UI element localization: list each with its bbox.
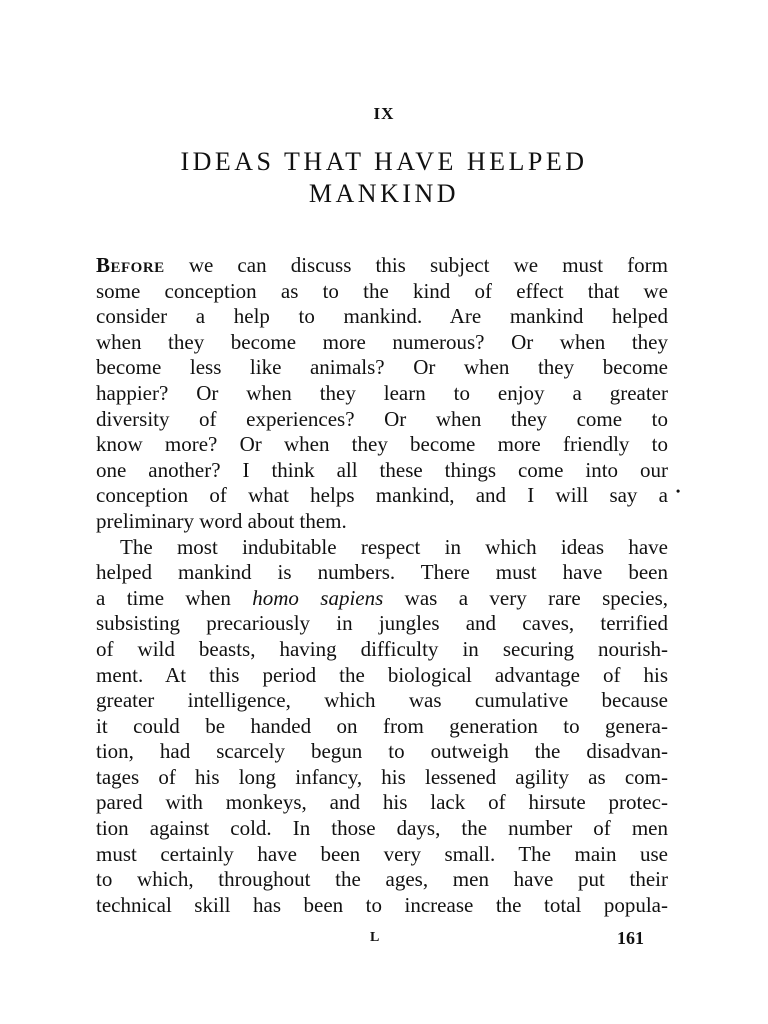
text-line: consider a help to mankind. Are mankind helped (96, 304, 668, 329)
chapter-title-line-2: MANKIND (308, 179, 460, 208)
text-line: some conception as to the kind of effect that we (96, 278, 668, 303)
text-line: tion against cold. In those days, the number of men (96, 816, 668, 841)
text-line: preliminary word about them. (96, 508, 347, 533)
text-line: pared with monkeys, and his lack of hirsute protec- (96, 790, 668, 815)
text-line: The most indubitable respect in which ideas have (120, 534, 668, 559)
chapter-title (0, 146, 768, 210)
text-line (96, 253, 668, 279)
chapter-title-line-1: IDEAS THAT HAVE HELPED (180, 147, 588, 176)
text-line (96, 586, 668, 612)
italic-term: homo sapiens (252, 585, 384, 610)
text-line: know more? Or when they become more friendly to (96, 432, 668, 457)
text-line: to which, throughout the ages, men have put their (96, 867, 668, 892)
text-line: it could be handed on from generation to genera- (96, 713, 668, 738)
text-line: one another? I think all these things come into our (96, 457, 668, 482)
text-line: ment. At this period the biological advantage of his (96, 662, 668, 687)
text-line: diversity of experiences? Or when they come to (96, 406, 668, 431)
text-line: tion, had scarcely begun to outweigh the disadvan- (96, 739, 668, 764)
margin-mark: • (676, 484, 681, 498)
body-text (96, 253, 668, 918)
text-segment: we can discuss this subject we must form (164, 253, 668, 277)
text-line: technical skill has been to increase the total popula- (96, 892, 668, 917)
text-line: of wild beasts, having difficulty in securing nourish- (96, 636, 668, 661)
text-segment: a time when (96, 585, 253, 610)
lead-word: Before (96, 253, 165, 277)
text-segment: was a very rare species, (383, 585, 668, 610)
signature-mark: L (370, 930, 380, 945)
text-line: tages of his long infancy, his lessened agility as com- (96, 764, 668, 789)
text-line: must certainly have been very small. The main use (96, 841, 668, 866)
text-line: when they become more numerous? Or when they (96, 329, 668, 354)
text-line: conception of what helps mankind, and I will say a (96, 483, 668, 508)
text-line: subsisting precariously in jungles and caves, terrified (96, 611, 668, 636)
text-line: happier? Or when they learn to enjoy a greater (96, 380, 668, 405)
chapter-number: IX (373, 104, 395, 123)
text-line: become less like animals? Or when they become (96, 355, 668, 380)
text-line: helped mankind is numbers. There must have been (96, 560, 668, 585)
page-number: 161 (617, 928, 644, 948)
text-line: greater intelligence, which was cumulative because (96, 688, 668, 713)
